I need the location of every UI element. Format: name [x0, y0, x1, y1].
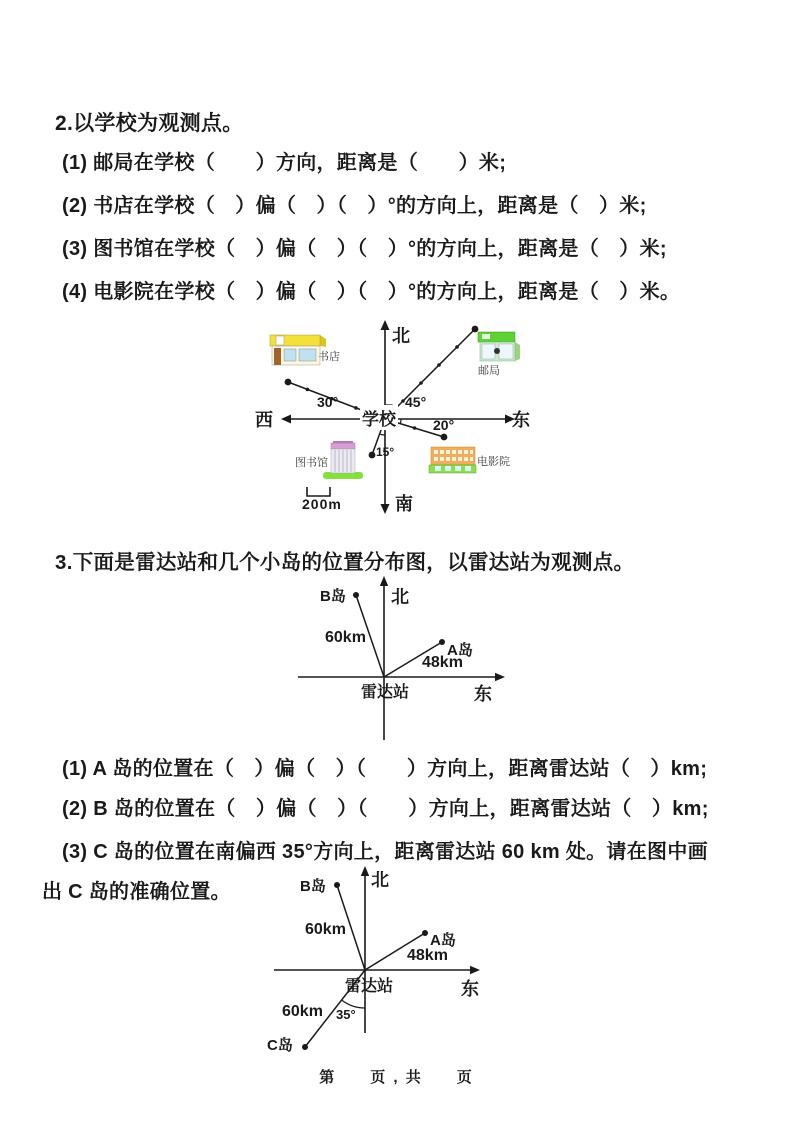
west-arrow-icon: [281, 415, 291, 424]
radar2-island-c-distance: 60km: [282, 1003, 323, 1020]
radar1-island-a-label: A岛: [447, 642, 473, 659]
school-map-north-label: 北: [392, 326, 410, 346]
school-map-east-label: 东: [512, 410, 530, 430]
radar2-island-c-label: C岛: [267, 1037, 293, 1054]
radar1-island-b-label: B岛: [320, 588, 346, 605]
radar2-island-a-label: A岛: [430, 932, 456, 949]
post-office-angle-label: 45°: [405, 394, 427, 410]
question-2-title: 2.以学校为观测点。: [55, 112, 244, 135]
scale-label: 200m: [302, 496, 342, 512]
cinema-angle-label: 20°: [433, 417, 455, 433]
cinema-label: 电影院: [477, 455, 510, 468]
post-office-building: [478, 332, 520, 361]
question-2-item-1: (1) 邮局在学校（ ）方向，距离是（ ）米;: [62, 152, 507, 174]
question-3-item-3-continuation: 出 C 岛的准确位置。: [42, 881, 231, 903]
question-3-item-2: (2) B 岛的位置在（ ）偏（ ）（ ）方向上，距离雷达站（ ）km;: [62, 798, 709, 820]
radar1-station-label: 雷达站: [361, 684, 410, 701]
radar1-island-b-distance: 60km: [325, 629, 366, 646]
radar2-east-label: 东: [461, 979, 479, 999]
radar1-north-arrow-icon: [380, 576, 388, 586]
page-footer: 第 页 , 共 页: [319, 1069, 474, 1086]
library-angle-label: 15°: [376, 445, 395, 459]
radar2-island-b-distance: 60km: [305, 921, 346, 938]
bookstore-label: 书店: [318, 350, 340, 363]
north-arrow-icon: [381, 320, 390, 330]
question-2-item-4: (4) 电影院在学校（ ）偏（ ）（ ）°的方向上，距离是（ ）米。: [62, 281, 681, 303]
post-office-label: 邮局: [478, 364, 500, 377]
school-map-south-label: 南: [395, 494, 413, 514]
bookstore-angle-label: 30°: [317, 394, 339, 410]
scale-bracket: [307, 487, 330, 496]
school-map-west-label: 西: [255, 410, 273, 430]
radar2-east-arrow-icon: [470, 966, 480, 974]
radar2-island-c-angle: 35°: [336, 1007, 356, 1022]
south-arrow-icon: [381, 504, 390, 514]
radar1-east-arrow-icon: [495, 673, 505, 681]
library-building: [323, 441, 363, 479]
question-3-item-3: (3) C 岛的位置在南偏西 35°方向上，距离雷达站 60 km 处。请在图中画: [62, 841, 708, 863]
radar2-island-a-distance: 48km: [407, 947, 448, 964]
cinema-building: [429, 447, 476, 473]
question-2-item-2: (2) 书店在学校（ ）偏（ ）（ ）°的方向上，距离是（ ）米;: [62, 195, 647, 217]
radar1-north-label: 北: [391, 587, 409, 607]
question-3-item-1: (1) A 岛的位置在（ ）偏（ ）（ ）方向上，距离雷达站（ ）km;: [62, 758, 708, 780]
question-2-item-3: (3) 图书馆在学校（ ）偏（ ）（ ）°的方向上，距离是（ ）米;: [62, 238, 667, 260]
library-label: 图书馆: [295, 456, 328, 469]
school-center-label: 学校: [360, 405, 398, 430]
radar2-island-b-label: B岛: [300, 878, 326, 895]
radar2-station-label: 雷达站: [345, 978, 394, 995]
radar1-island-a-distance: 48km: [422, 654, 463, 671]
radar2-north-label: 北: [371, 870, 389, 890]
radar2-north-arrow-icon: [361, 866, 369, 876]
question-3-title: 3.下面是雷达站和几个小岛的位置分布图，以雷达站为观测点。: [55, 551, 635, 574]
radar1-east-label: 东: [474, 684, 492, 704]
